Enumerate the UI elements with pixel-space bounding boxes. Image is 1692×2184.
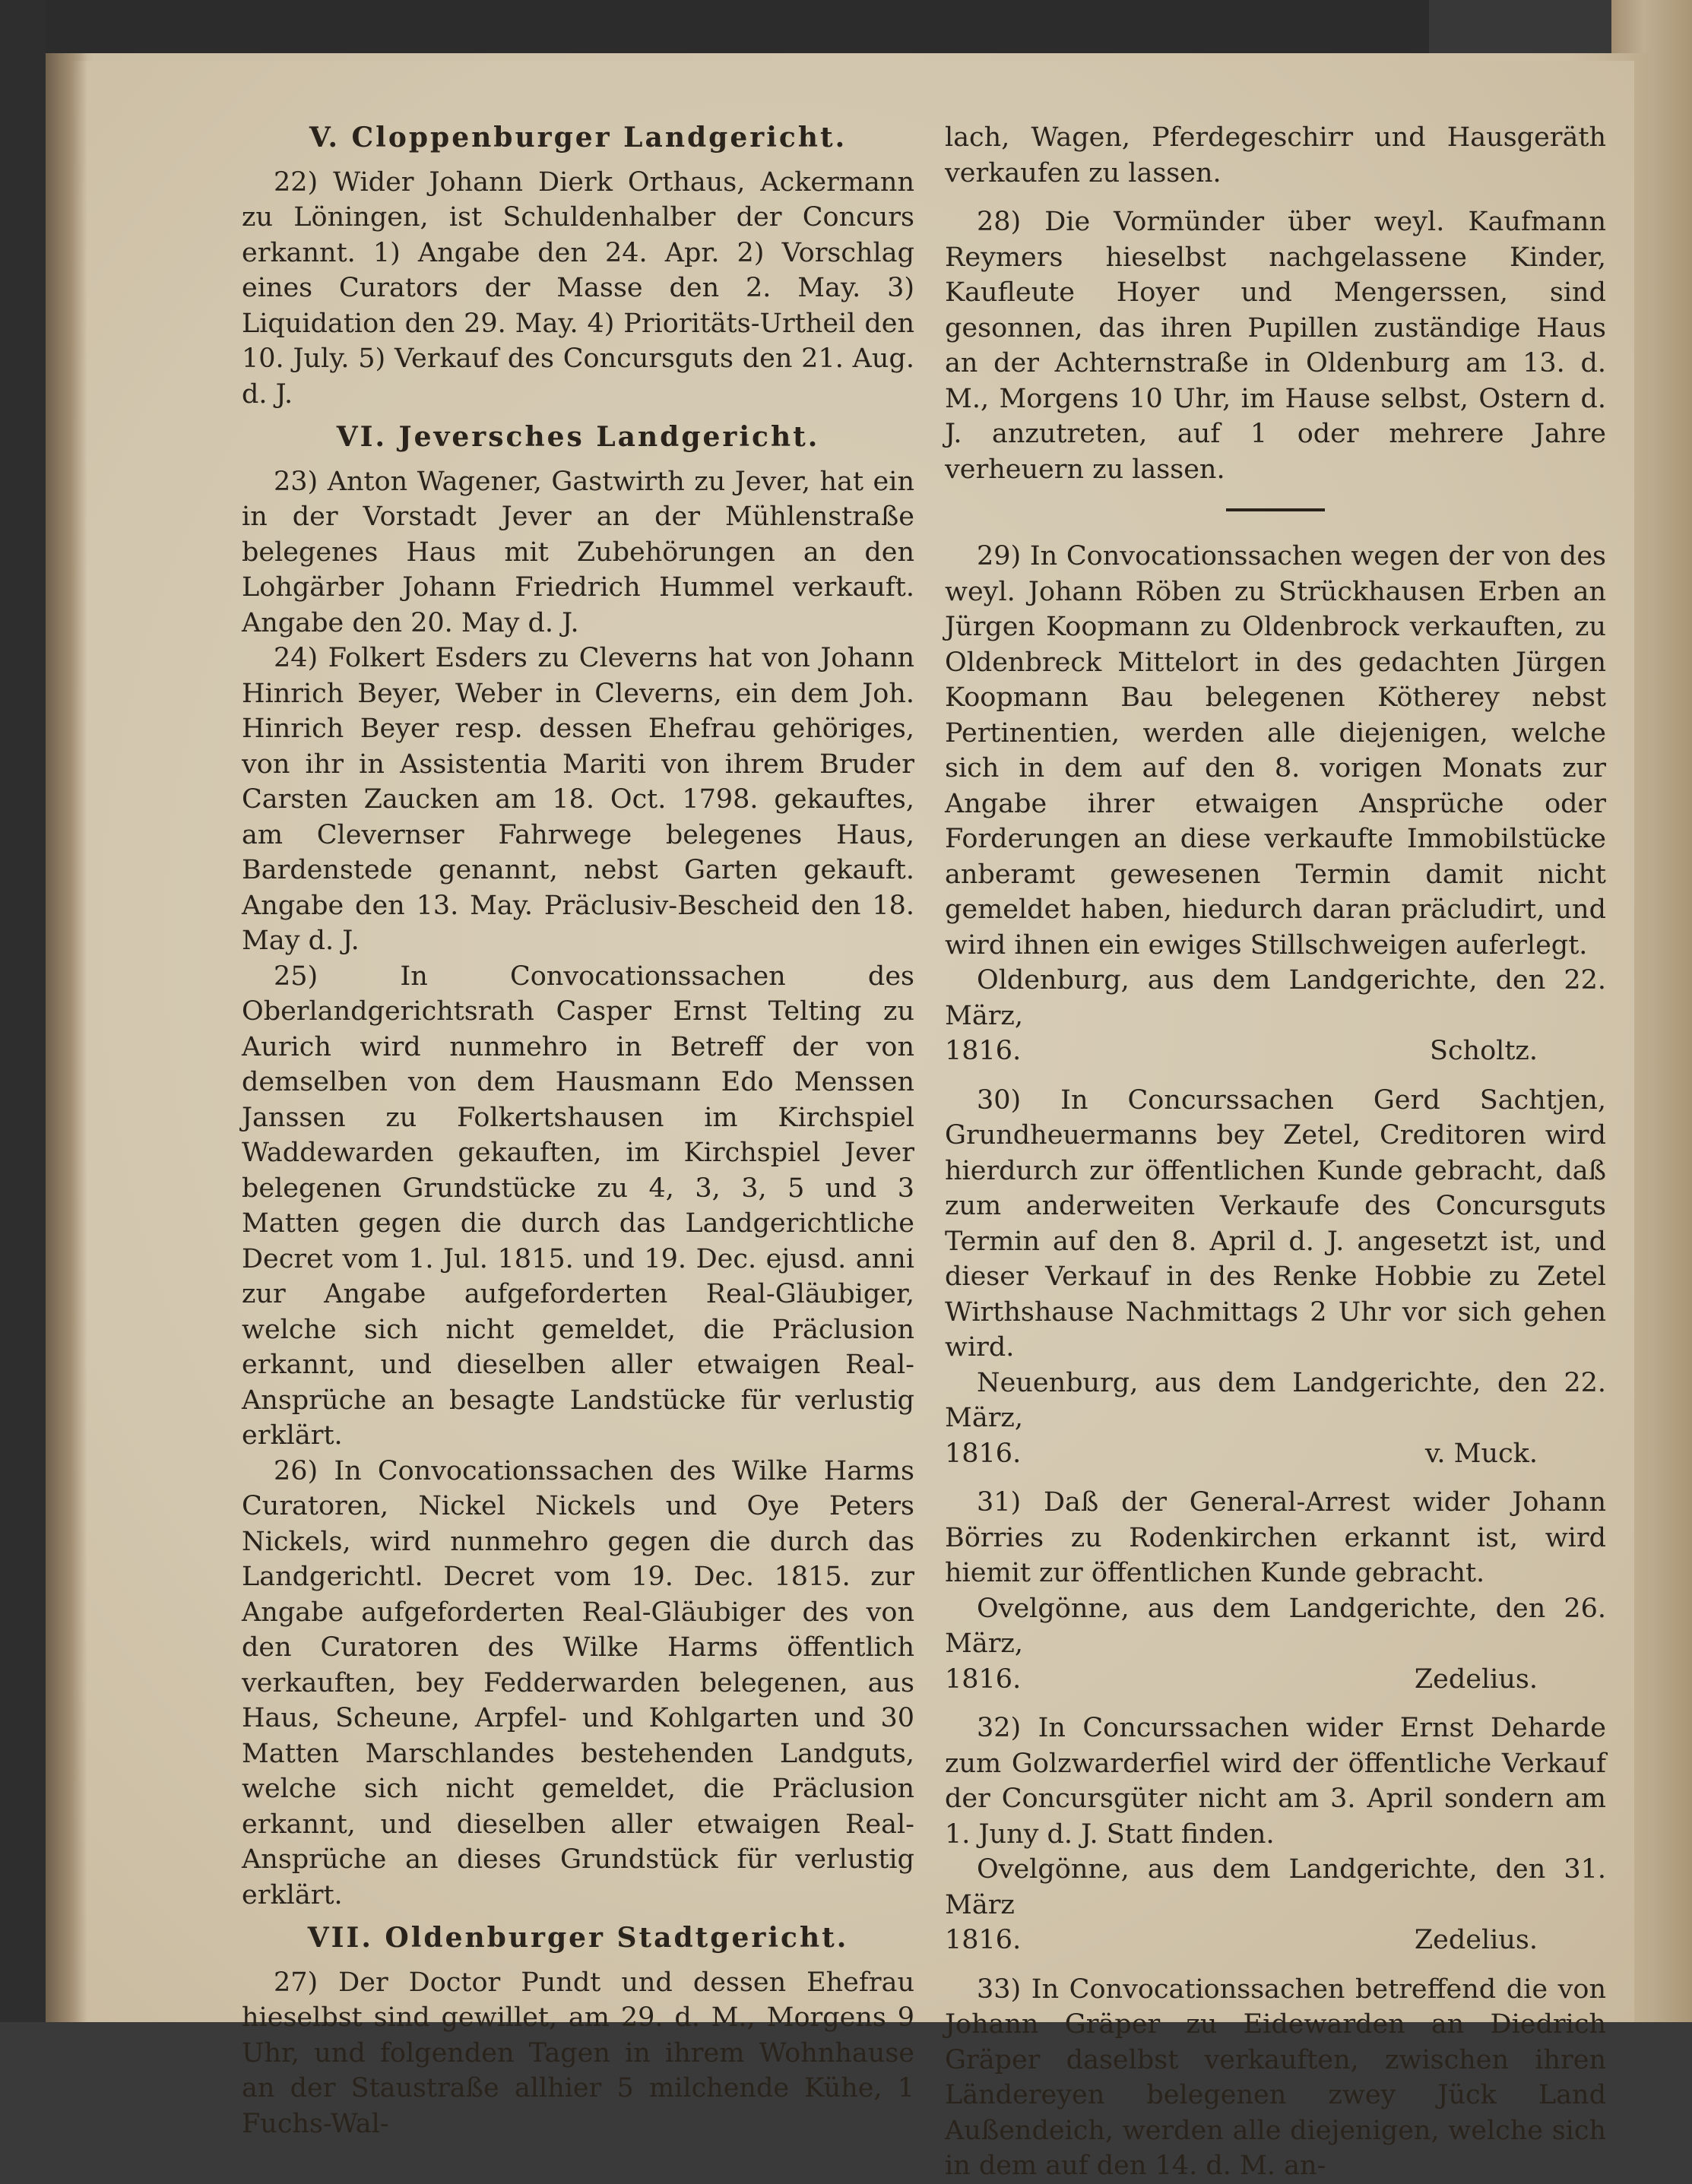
notice-30: 30) In Concurssachen Gerd Sachtjen, Grundheuermanns bey Zetel, Creditoren wird hierdurch zur öffentlichen Kunde gebracht, daß zum anderweiten Verkaufe des Concursguts Termin auf den 8. April d. J. angesetzt ist, und dieser Verkauf in des Renke Hobbie zu Zetel Wirthshause Nachmittags 2 Uhr vor sich gehen wird. — [945, 1084, 1606, 1363]
gutter-fold — [46, 53, 87, 2022]
scan-top-shadow — [0, 0, 1429, 53]
notice-25: 25) In Convocationssachen des Oberlandgerichtsrath Casper Ernst Telting zu Aurich wird nunmehro in Betreff der von demselben von dem Hausmann Edo Menssen Janssen zu Folkertshausen im Kirchspiel Waddewarden gekauften, im Kirchspiel Jever belegenen Grundstücke zu 4, 3, 3, 5 und 3 Matten gegen die durch das Landgerichtliche Decret vom 1. Jul. 1815. und 19. Dec. ejusd. anni zur Angabe aufgeforderten Real-Gläubiger, welche sich nicht gemeldet, die Präclusion erkannt, und dieselben aller etwaigen Real-Ansprüche an besagte Landstücke für verlustig erklärt. — [242, 961, 914, 1451]
notice-27-continued: lach, Wagen, Pferdegeschirr und Hausgeräth verkaufen zu lassen. — [945, 122, 1606, 188]
notice-29-signature-place: Oldenburg, aus dem Landgerichte, den 22. März, — [945, 965, 1606, 1031]
notice-32-signature — [945, 1923, 1606, 1958]
section-heading-jever: VI. Jeversches Landgericht. — [336, 421, 820, 453]
notice-26: 26) In Convocationssachen des Wilke Harms Curatoren, Nickel Nickels und Oye Peters Nickels, wird nunmehro gegen die durch das Landgerichtl. Decret vom 19. Dec. 1815. zur Angabe aufgeforderten Real-Gläubiger des von den Curatoren des Wilke Harms öffentlich verkauften, bey Fedderwarden belegenen, aus Haus, Scheune, Arpfel- und Kohlgarten und 30 Matten Marschlandes bestehenden Landguts, welche sich nicht gemeldet, die Präclusion erkannt, und dieselben aller etwaigen Real-Ansprüche an dieses Grundstück für verlustig erklärt. — [242, 1455, 914, 1910]
notice-29: 29) In Convocationssachen wegen der von des weyl. Johann Röben zu Strückhausen Erben an Jürgen Koopmann zu Oldenbrock verkauften, zu Oldenbreck Mittelort in des gedachten Jürgen Koopmann Bau belegenen Kötherey nebst Pertinentien, werden alle diejenigen, welche sich in dem auf den 8. vorigen Monats zur Angabe ihrer etwaigen Ansprüche oder Forderungen an diese verkaufte Immobilstücke anberamt gewesenen Termin damit nicht gemeldet haben, hiedurch daran präcludirt, und wird ihnen ein ewiges Stillschweigen auferlegt. — [945, 541, 1606, 961]
notice-31-signature — [945, 1662, 1606, 1698]
notice-24: 24) Folkert Esders zu Cleverns hat von Johann Hinrich Beyer, Weber in Cleverns, ein dem Joh. Hinrich Beyer resp. dessen Ehefrau gehöriges, von ihr in Assistentia Mariti von ihrem Bruder Carsten Zaucken am 18. Oct. 1798. gekauftes, am Clevernser Fahrwege belegenes Haus, Bardenstede genannt, nebst Garten gekauft. Angabe den 13. May. Präclusiv-Bescheid den 18. May d. J. — [242, 643, 914, 956]
signature-name: v. Muck. — [1424, 1438, 1538, 1469]
section-divider — [1226, 508, 1325, 511]
notice-30-signature — [945, 1436, 1606, 1472]
notice-30-signature-place: Neuenburg, aus dem Landgerichte, den 22. März, — [945, 1367, 1606, 1433]
signature-year: 1816. — [945, 1438, 1022, 1469]
notice-29-signature — [945, 1033, 1606, 1069]
signature-year: 1816. — [945, 1036, 1022, 1066]
left-column — [242, 120, 914, 2141]
signature-year: 1816. — [945, 1663, 1022, 1695]
right-column — [945, 120, 1606, 2184]
notice-33: 33) In Convocationssachen betreffend die von Johann Gräper zu Eidewarden an Diedrich Gräper daselbst verkauften, zwischen ihren Ländereyen belegenen zwey Jück Land Außendeich, werden alle diejenigen, welche sich in dem auf den 14. d. M. an- — [945, 1974, 1606, 2181]
notice-32: 32) In Concurssachen wider Ernst Deharde zum Golzwarderfiel wird der öffentliche Verkauf der Concursgüter nicht am 3. April sondern am 1. Juny d. J. Statt finden. — [945, 1713, 1606, 1850]
signature-name: Scholtz. — [1429, 1036, 1538, 1066]
signature-name: Zedelius. — [1414, 1663, 1538, 1695]
signature-name: Zedelius. — [1414, 1925, 1538, 1955]
notice-31: 31) Daß der General-Arrest wider Johann Börries zu Rodenkirchen erkannt ist, wird hiemit zur öffentlichen Kunde gebracht. — [945, 1487, 1606, 1588]
notice-23: 23) Anton Wagener, Gastwirth zu Jever, hat ein in der Vorstadt Jever an der Mühlenstraße belegenes Haus mit Zubehörungen an den Lohgärber Johann Friedrich Hummel verkauft. Angabe den 20. May d. J. — [242, 466, 914, 638]
notice-32-signature-place: Ovelgönne, aus dem Landgerichte, den 31. März — [945, 1854, 1606, 1920]
book-spine — [0, 0, 46, 2022]
signature-year: 1816. — [945, 1925, 1022, 1955]
notice-22: 22) Wider Johann Dierk Orthaus, Ackermann zu Löningen, ist Schuldenhalber der Concurs erkannt. 1) Angabe den 24. Apr. 2) Vorschlag eines Curators der Masse den 2. May. 3) Liquidation den 29. May. 4) Prioritäts-Urtheil den 10. July. 5) Verkauf des Concursguts den 21. Aug. d. J. — [242, 166, 914, 410]
notice-28: 28) Die Vormünder über weyl. Kaufmann Reymers hieselbst nachgelassene Kinder, Kaufleute Hoyer und Mengerssen, sind gesonnen, das ihren Pupillen zuständige Haus an der Achternstraße in Oldenburg am 13. d. M., Morgens 10 Uhr, im Hause selbst, Ostern d. J. anzutreten, auf 1 oder mehrere Jahre verheuern zu lassen. — [945, 207, 1606, 485]
notice-27: 27) Der Doctor Pundt und dessen Ehefrau hieselbst sind gewillet, am 29. d. M., Morgens 9 Uhr, und folgenden Tagen in ihrem Wohnhause an der Staustraße allhier 5 milchende Kühe, 1 Fuchs-Wal- — [242, 1967, 914, 2139]
notice-31-signature-place: Ovelgönne, aus dem Landgerichte, den 26. März, — [945, 1593, 1606, 1659]
section-heading-cloppenburg: V. Cloppenburger Landgericht. — [309, 122, 848, 154]
section-heading-oldenburg-stadt: VII. Oldenburger Stadtgericht. — [307, 1922, 849, 1954]
